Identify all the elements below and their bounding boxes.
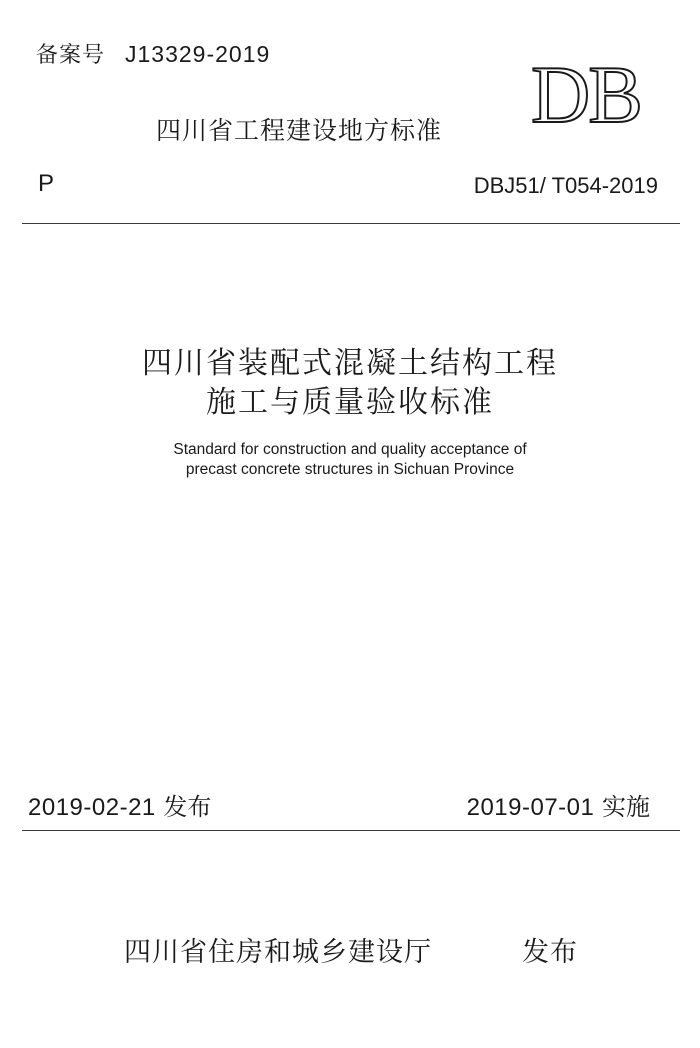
publish-label: 发布 xyxy=(522,937,578,968)
record-number xyxy=(36,38,270,69)
implementation-label: 实施 xyxy=(602,793,650,821)
bottom-divider xyxy=(22,830,680,831)
db-logo-text: DB xyxy=(531,52,641,132)
publisher-name: 四川省住房和城乡建设厅 xyxy=(124,937,432,968)
db-logo xyxy=(510,52,662,136)
standard-type: 四川省工程建设地方标准 xyxy=(156,116,443,145)
issue-label: 发布 xyxy=(163,793,212,821)
title-en-line-2: precast concrete structures in Sichuan Province xyxy=(185,461,515,478)
top-divider xyxy=(22,223,680,224)
issue-date xyxy=(28,787,211,822)
record-number-value: J13329-2019 xyxy=(125,41,271,67)
title-en-line-1: Standard for construction and quality acceptance of xyxy=(173,441,527,458)
issue-date-value: 2019-02-21 xyxy=(28,794,156,821)
implementation-date xyxy=(467,787,650,822)
record-label: 备案号 xyxy=(36,43,106,68)
title-zh-line-1: 四川省装配式混凝土结构工程 xyxy=(142,346,558,381)
implementation-date-value: 2019-07-01 xyxy=(466,794,595,821)
standard-number: DBJ51/ T054-2019 xyxy=(473,173,658,198)
title-zh-line-2: 施工与质量验收标准 xyxy=(206,385,494,420)
category-letter: P xyxy=(38,170,55,197)
